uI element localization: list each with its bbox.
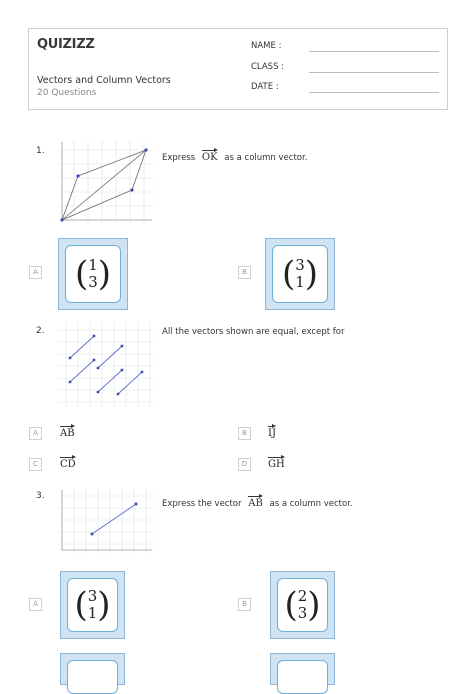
question-3-graph	[58, 488, 154, 554]
worksheet-header	[28, 28, 448, 110]
option-letter-b: B	[238, 266, 251, 279]
name-field[interactable]: NAME :	[251, 41, 281, 51]
answer-option-d[interactable]: GH	[268, 456, 285, 470]
vector-ab: AB	[248, 495, 263, 509]
class-field[interactable]: CLASS :	[251, 62, 284, 72]
question-number: 2.	[36, 326, 45, 336]
question-2-graph	[58, 322, 154, 406]
question-count: 20 Questions	[37, 88, 97, 98]
answer-option-c[interactable]	[60, 653, 125, 685]
question-text: All the vectors shown are equal, except for	[162, 327, 345, 337]
answer-option-b[interactable]: IJ	[268, 425, 276, 439]
option-letter-c: C	[29, 458, 42, 471]
question-1-graph	[58, 140, 154, 222]
option-letter-a: A	[29, 266, 42, 279]
answer-option-a[interactable]: AB	[60, 425, 75, 439]
question-number: 1.	[36, 146, 45, 156]
question-number: 3.	[36, 491, 45, 501]
answer-option-b[interactable]	[270, 571, 335, 639]
date-field[interactable]: DATE :	[251, 82, 279, 92]
question-text: Express OK as a column vector.	[162, 149, 307, 163]
answer-option-b[interactable]	[265, 238, 335, 310]
vector-ok: OK	[202, 149, 218, 163]
option-letter-b: B	[238, 427, 251, 440]
answer-option-d[interactable]	[270, 653, 335, 685]
column-vector: (1 3)	[74, 254, 112, 294]
option-letter-a: A	[29, 427, 42, 440]
answer-option-c[interactable]: CD	[60, 456, 76, 470]
column-vector: (2 3)	[284, 585, 321, 625]
worksheet-title: Vectors and Column Vectors	[37, 75, 171, 86]
answer-option-a[interactable]	[58, 238, 128, 310]
option-letter-d: D	[238, 458, 251, 471]
quizizz-logo: QUIZIZZ	[37, 37, 95, 52]
column-vector: (3 1)	[281, 254, 319, 294]
option-letter-a: A	[29, 598, 42, 611]
option-letter-b: B	[238, 598, 251, 611]
question-text: Express the vector AB as a column vector.	[162, 495, 353, 509]
answer-option-a[interactable]	[60, 571, 125, 639]
column-vector: (3 1)	[74, 585, 111, 625]
